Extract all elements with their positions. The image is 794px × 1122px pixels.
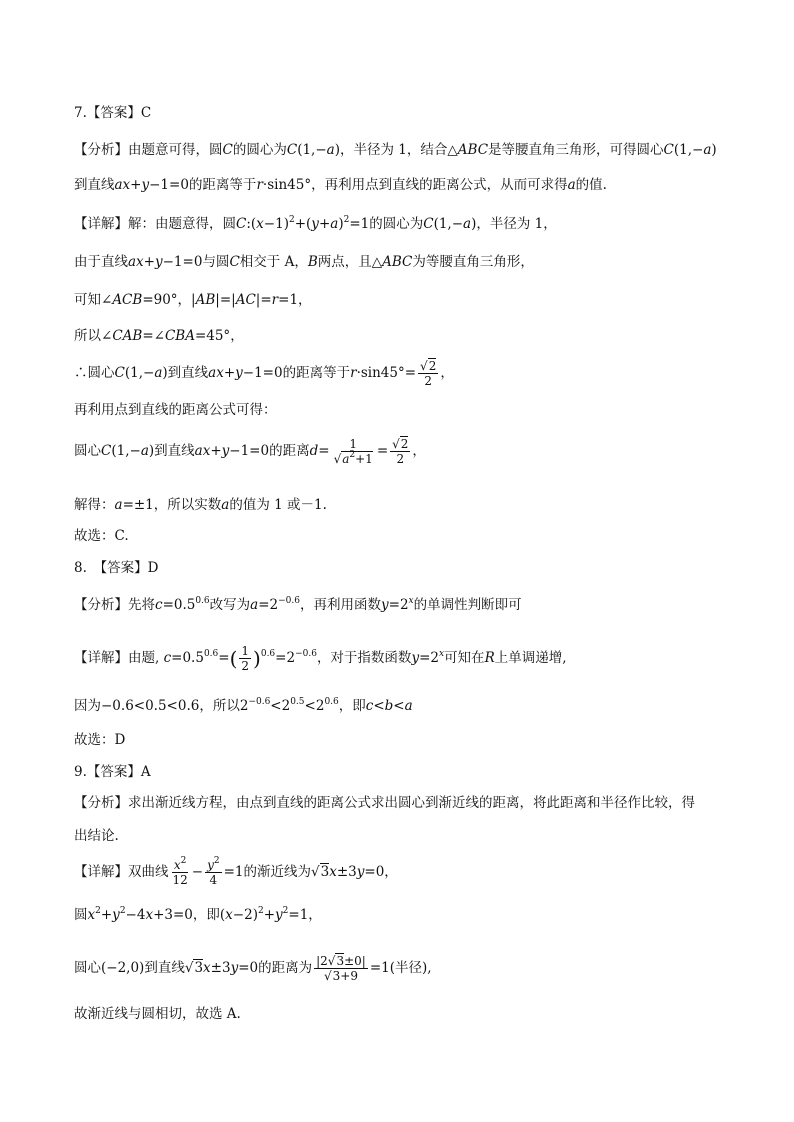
q8-choose: 故选：D <box>74 732 126 748</box>
q9-detail-line1: 【详解】双曲线 $\frac{x^2}{12}$ − $\frac{y^2}{4}$ =1的渐近线为√3x±3y=0， <box>74 856 398 887</box>
q7-detail-line1: 【详解】解：由题意得，圆$C:(x-1)^2+(y+a)^2=1$的圆心为C(1,−a)，半径为 1， <box>74 215 557 232</box>
fraction: $\frac{|2√3\pm 0|}{√3+9}$ <box>316 954 366 983</box>
q7-choose: 故选：C. <box>74 528 129 544</box>
q7-detail-line7: 圆心C(1,−a)到直线ax+y−1=0的距离d= $\frac{1}{√a^2+1}$ = $\frac{√2}{2}$ ， <box>74 437 426 466</box>
q7-answer: 7.【答案】C <box>74 105 152 121</box>
fraction: $\frac{1}{2}$ <box>241 644 250 673</box>
q9-detail-line3: 圆心(−2,0)到直线√3x±3y=0的距离为 $\frac{|2√3\pm 0|}{√3+9}$ =1(半径), <box>74 954 432 983</box>
q9-analysis-line1: 【分析】求出渐近线方程，由点到直线的距离公式求出圆心到渐近线的距离，将此距离和半径作比较，得 <box>74 795 695 811</box>
q9-answer: 9.【答案】A <box>74 764 151 780</box>
q9-analysis-line2: 出结论. <box>74 828 119 844</box>
q7-detail-line8: 解得：a=±1，所以实数a的值为 1 或－1. <box>74 497 327 513</box>
q7-detail-line6: 再利用点到直线的距离公式可得： <box>74 402 277 418</box>
fraction: $\frac{y^2}{4}$ <box>207 856 220 887</box>
q7-detail-line2: 由于直线ax+y−1=0与圆C相交于 A，B两点，且△ABC为等腰直角三角形， <box>74 254 534 270</box>
fraction: $\frac{√2}{2}$ <box>392 437 409 466</box>
q7-analysis-line1: 【分析】由题意可得，圆C的圆心为C(1,−a)，半径为 1，结合△ABC是等腰直角三角形，可得圆心C(1,−a) <box>74 142 717 158</box>
q7-detail-line5: ∴圆心C(1,−a)到直线ax+y−1=0的距离等于r·sin45°= $\frac{√2}{2}$ ， <box>74 359 454 388</box>
fraction: $\frac{1}{√a^2+1}$ <box>333 437 373 466</box>
q7-detail-line4: 所以∠CAB=∠CBA=45°， <box>74 328 244 344</box>
q9-conclusion: 故渐近线与圆相切，故选 A. <box>74 1006 241 1022</box>
q7-analysis-line2: 到直线ax+y−1=0的距离等于r·sin45°，再利用点到直线的距离公式，从而可求得a的值. <box>74 177 607 193</box>
fraction: $\frac{x^2}{12}$ <box>172 856 188 887</box>
q8-detail-line1: 【详解】由题, $c=0.5^{0.6}=$( $\frac{1}{2}$ )$^{0.6}=2^{-0.6}$，对于指数函数$y=2^x$可知在R上单调递增, <box>74 644 567 673</box>
q7-detail-line3: 可知∠ACB=90°，|AB|=|AC|=r=1， <box>74 292 312 308</box>
fraction: $\frac{√2}{2}$ <box>420 359 437 388</box>
q8-analysis: 【分析】先将$c=0.5^{0.6}$改写为$a=2^{-0.6}$，再利用函数$y=2^x$的单调性判断即可 <box>74 596 522 613</box>
q8-detail-line2: 因为−0.6<0.5<0.6，所以$2^{-0.6}<2^{0.5}<2^{0.6}$，即c<b<a <box>74 697 413 714</box>
q9-detail-line2: 圆$x^2+y^2-4x+3=0$，即$(x-2)^2+y^2=1$， <box>74 906 322 923</box>
q8-answer: 8. 【答案】D <box>74 560 159 576</box>
